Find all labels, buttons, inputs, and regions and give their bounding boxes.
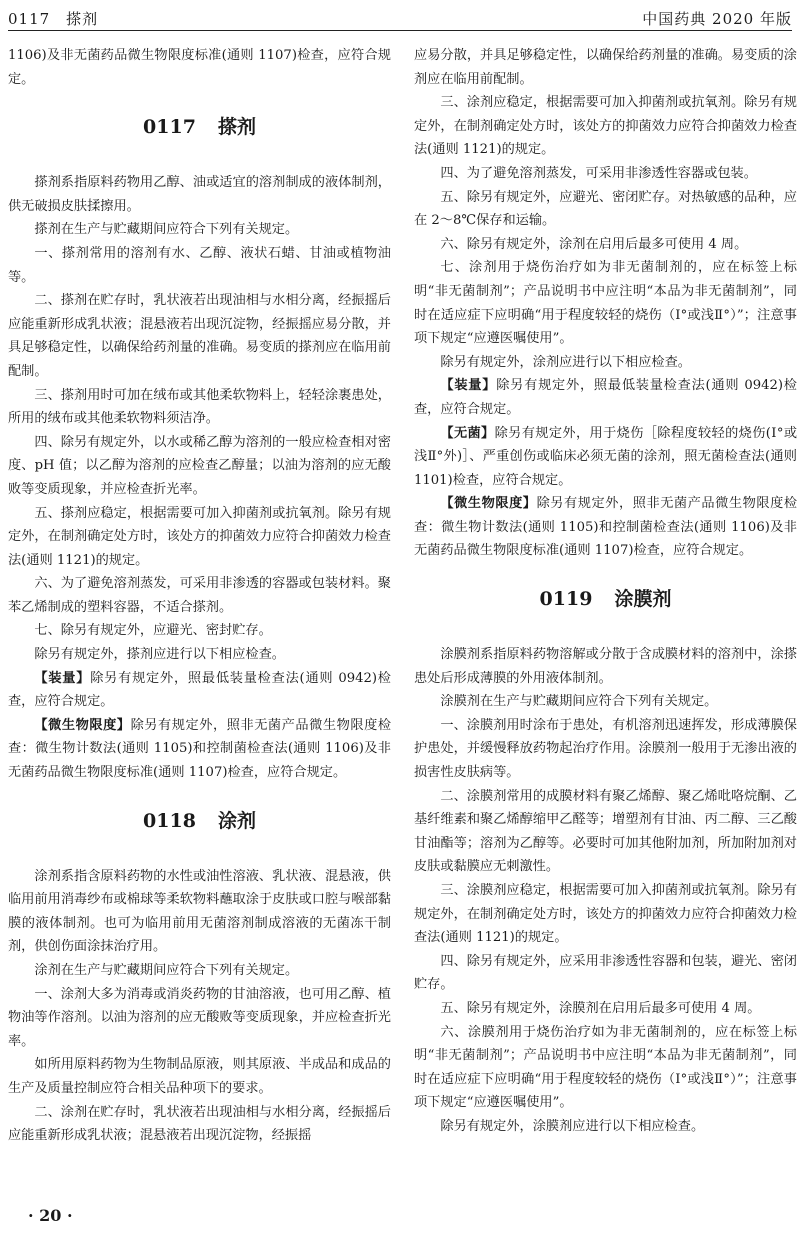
section-title-0118 bbox=[8, 807, 391, 835]
section-number: 0118 bbox=[143, 809, 196, 832]
test-text: 除另有规定外，照非无菌产品微生物限度检查：微生物计数法(通则 1105)和控制菌检查法(通则 1106)及非无菌药品微生物限度标准(通则 1107)检查，应符合规定。 bbox=[8, 717, 392, 781]
section-name: 搽剂 bbox=[217, 116, 256, 139]
continued-paragraph: 应易分散，并具足够稳定性，以确保给药剂量的准确。易变质的涂剂应在临用前配制。 bbox=[414, 48, 797, 87]
header-section-label: 0117 搽剂 bbox=[8, 10, 99, 28]
paragraph: 三、搽剂用时可加在绒布或其他柔软物料上，轻轻涂裹患处，所用的绒布或其他柔软物料须洁净。 bbox=[8, 387, 391, 427]
header-book-title: 中国药典 2020 年版 bbox=[642, 10, 792, 28]
paragraph: 涂剂系指含原料药物的水性或油性溶液、乳状液、混悬液，供临用前用消毒纱布或棉球等柔软物料蘸取涂于皮肤或口腔与喉部黏膜的液体制剂。也可为临用前用无菌溶剂制成溶液的无菌冻干制剂，供创伤面涂抹治疗用。 bbox=[8, 868, 391, 955]
test-tag: 【装量】 bbox=[440, 378, 497, 394]
paragraph: 五、除另有规定外，应避光、密闭贮存。对热敏感的品种，应在 2～8℃保存和运输。 bbox=[414, 189, 797, 229]
paragraph: 涂剂在生产与贮藏期间应符合下列有关规定。 bbox=[34, 963, 299, 978]
paragraph: 一、涂剂大多为消毒或消炎药物的甘油溶液，也可用乙醇、植物油等作溶剂。以油为溶剂的应无酸败等变质现象，并应检查折光率。 bbox=[8, 986, 391, 1049]
paragraph: 搽剂系指原料药物用乙醇、油或适宜的溶剂制成的液体制剂，供无破损皮肤揉擦用。 bbox=[8, 175, 391, 214]
left-column bbox=[8, 44, 391, 1148]
paragraph: 六、涂膜剂用于烧伤治疗如为非无菌制剂的，应在标签上标明“非无菌制剂”；产品说明书中应注明“本品为非无菌制剂”，同时在适应症下应明确“用于程度较轻的烧伤（Ⅰ°或浅Ⅱ°）”；注意事项下规定“应遵医嘱使用”。 bbox=[414, 1024, 797, 1111]
test-item-sterility bbox=[414, 422, 797, 493]
test-item-microbial-limit bbox=[8, 714, 391, 785]
paragraph: 搽剂在生产与贮藏期间应符合下列有关规定。 bbox=[34, 222, 299, 238]
section-name: 涂剂 bbox=[217, 809, 256, 832]
paragraph: 除另有规定外，涂剂应进行以下相应检查。 bbox=[440, 354, 691, 370]
paragraph: 二、涂剂在贮存时，乳状液若出现油相与水相分离，经振摇后应能重新形成乳状液；混悬液若出现沉淀物，经振摇 bbox=[8, 1104, 391, 1144]
test-tag: 【微生物限度】 bbox=[440, 496, 537, 512]
paragraph: 除另有规定外，涂膜剂应进行以下相应检查。 bbox=[440, 1118, 705, 1134]
paragraph: 六、为了避免溶剂蒸发，可采用非渗透的容器或包装材料。聚苯乙烯制成的塑料容器，不适合搽剂。 bbox=[8, 576, 391, 615]
test-text: 除另有规定外，用于烧伤［除程度较轻的烧伤(Ⅰ°或浅Ⅱ°外)］、严重创伤或临床必须无菌的涂剂，照无菌检查法(通则 1101)检查，应符合规定。 bbox=[414, 425, 798, 488]
paragraph: 六、除另有规定外，涂剂在启用后最多可使用 4 周。 bbox=[440, 236, 748, 252]
test-item-fill-volume bbox=[414, 374, 797, 421]
test-text: 除另有规定外，照最低装量检查法(通则 0942)检查，应符合规定。 bbox=[8, 670, 391, 710]
running-header bbox=[8, 4, 792, 31]
paragraph: 三、涂剂应稳定，根据需要可加入抑菌剂或抗氧剂。除另有规定外，在制剂确定处方时，该处方的抑菌效力应符合抑菌效力检查法(通则 1121)的规定。 bbox=[414, 95, 797, 158]
continued-paragraph: 1106)及非无菌药品微生物限度标准(通则 1107)检查，应符合规定。 bbox=[8, 48, 391, 87]
paragraph: 一、涂膜剂用时涂布于患处，有机溶剂迅速挥发，形成薄膜保护患处，并缓慢释放药物起治疗作用。涂膜剂一般用于无渗出液的损害性皮肤病等。 bbox=[414, 717, 797, 781]
paragraph: 五、搽剂应稳定，根据需要可加入抑菌剂或抗氧剂。除另有规定外，在制剂确定处方时，该处方的抑菌效力应符合抑菌效力检查法(通则 1121)的规定。 bbox=[8, 505, 391, 568]
paragraph: 涂膜剂系指原料药物溶解或分散于含成膜材料的溶剂中，涂搽患处后形成薄膜的外用液体制剂。 bbox=[414, 647, 797, 686]
paragraph: 五、除另有规定外，涂膜剂在启用后最多可使用 4 周。 bbox=[440, 1000, 761, 1016]
paragraph: 如所用原料药物为生物制品原液，则其原液、半成品和成品的生产及质量控制应符合相关品种项下的要求。 bbox=[8, 1057, 391, 1096]
paragraph: 涂膜剂在生产与贮藏期间应符合下列有关规定。 bbox=[440, 694, 718, 710]
test-text: 除另有规定外，照非无菌产品微生物限度检查：微生物计数法(通则 1105)和控制菌检查法(通则 1106)及非无菌药品微生物限度标准(通则 1107)检查，应符合规定。 bbox=[414, 496, 798, 559]
paragraph: 二、涂膜剂常用的成膜材料有聚乙烯醇、聚乙烯吡咯烷酮、乙基纤维素和聚乙烯醇缩甲乙醛等；增塑剂有甘油、丙二醇、三乙酸甘油酯等；溶剂为乙醇等。必要时可加其他附加剂，所加附加剂对皮肤或黏膜应无刺激性。 bbox=[414, 788, 797, 875]
section-title-0119 bbox=[414, 585, 797, 613]
test-tag: 【无菌】 bbox=[440, 425, 495, 441]
test-tag: 【微生物限度】 bbox=[34, 717, 131, 733]
test-item-microbial-limit bbox=[414, 492, 797, 563]
section-number: 0117 bbox=[143, 116, 196, 139]
paragraph: 一、搽剂常用的溶剂有水、乙醇、液状石蜡、甘油或植物油等。 bbox=[8, 245, 391, 285]
page-number: · 20 · bbox=[28, 1206, 73, 1225]
test-tag: 【装量】 bbox=[34, 670, 91, 686]
section-title-0117 bbox=[8, 113, 391, 141]
section-number: 0119 bbox=[539, 588, 593, 611]
paragraph: 除另有规定外，搽剂应进行以下相应检查。 bbox=[34, 647, 285, 663]
paragraph: 二、搽剂在贮存时，乳状液若出现油相与水相分离，经振摇后应能重新形成乳状液；混悬液若出现沉淀物，经振摇应易分散，并具足够稳定性，以确保给药剂量的准确。易变质的搽剂应在临用前配制。 bbox=[8, 293, 391, 379]
test-item-fill-volume bbox=[8, 667, 391, 714]
paragraph: 四、除另有规定外，应采用非渗透性容器和包装，避光、密闭贮存。 bbox=[414, 953, 797, 993]
paragraph: 三、涂膜剂应稳定，根据需要可加入抑菌剂或抗氧剂。除另有规定外，在制剂确定处方时，该处方的抑菌效力应符合抑菌效力检查法(通则 1121)的规定。 bbox=[414, 883, 797, 946]
section-name: 涂膜剂 bbox=[614, 588, 672, 611]
paragraph: 四、为了避免溶剂蒸发，可采用非渗透性容器或包装。 bbox=[440, 165, 757, 181]
paragraph: 七、除另有规定外，应避光、密封贮存。 bbox=[34, 623, 272, 639]
right-column bbox=[414, 44, 797, 1139]
paragraph: 四、除另有规定外，以水或稀乙醇为溶剂的一般应检查相对密度、pH 值；以乙醇为溶剂的应检查乙醇量；以油为溶剂的应无酸败等变质现象，并应检查折光率。 bbox=[8, 434, 391, 497]
test-text: 除另有规定外，照最低装量检查法(通则 0942)检查，应符合规定。 bbox=[414, 378, 797, 417]
paragraph: 七、涂剂用于烧伤治疗如为非无菌制剂的，应在标签上标明“非无菌制剂”；产品说明书中应注明“本品为非无菌制剂”，同时在适应症下应明确“用于程度较轻的烧伤（Ⅰ°或浅Ⅱ°）”；注意事项下规定“应遵医嘱使用”。 bbox=[414, 260, 797, 347]
